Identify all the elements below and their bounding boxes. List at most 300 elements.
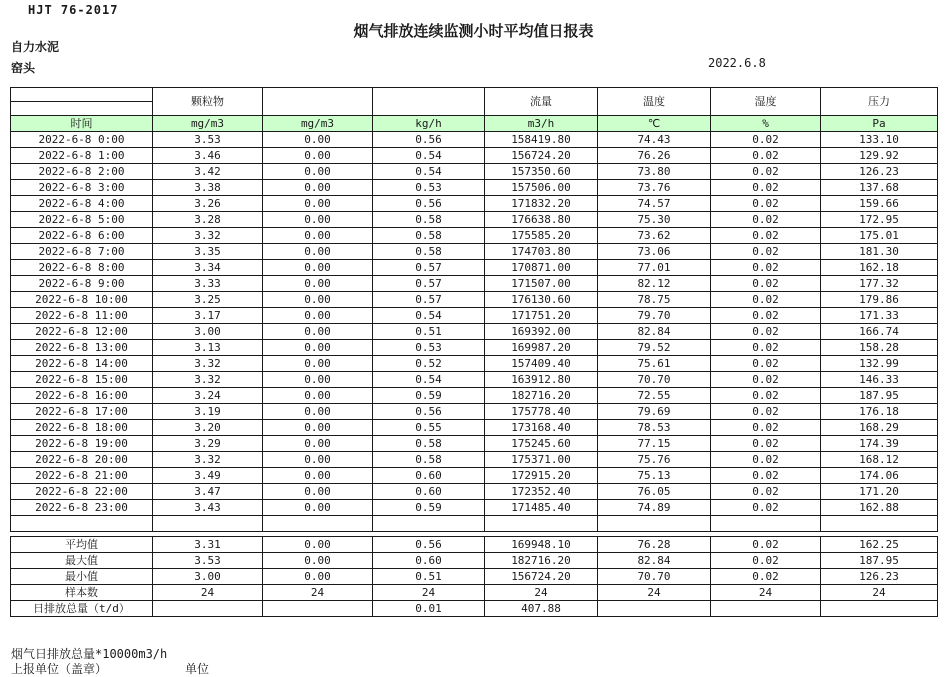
value-cell: 0.02 xyxy=(711,148,821,164)
value-cell: 79.52 xyxy=(598,340,711,356)
unit-mgm3-2: mg/m3 xyxy=(263,116,373,132)
value-cell: 159.66 xyxy=(821,196,938,212)
value-cell: 0.54 xyxy=(373,164,485,180)
value-cell: 0.02 xyxy=(711,388,821,404)
value-cell: 172.95 xyxy=(821,212,938,228)
value-cell: 3.47 xyxy=(153,484,263,500)
empty-cell xyxy=(485,516,598,532)
value-cell: 3.46 xyxy=(153,148,263,164)
page-title: 烟气排放连续监测小时平均值日报表 xyxy=(353,22,594,40)
value-cell: 75.13 xyxy=(598,468,711,484)
value-cell: 0.55 xyxy=(373,420,485,436)
value-cell: 187.95 xyxy=(821,553,938,569)
value-cell: 0.00 xyxy=(263,484,373,500)
time-cell: 2022-6-8 20:00 xyxy=(11,452,153,468)
time-cell: 2022-6-8 8:00 xyxy=(11,260,153,276)
value-cell: 172915.20 xyxy=(485,468,598,484)
value-cell: 3.35 xyxy=(153,244,263,260)
value-cell: 0.60 xyxy=(373,484,485,500)
value-cell: 73.80 xyxy=(598,164,711,180)
value-cell: 171751.20 xyxy=(485,308,598,324)
summary-row xyxy=(11,569,938,585)
column-header-blank2 xyxy=(373,88,485,116)
table-row xyxy=(11,260,938,276)
value-cell: 0.58 xyxy=(373,228,485,244)
value-cell: 82.84 xyxy=(598,553,711,569)
table-row xyxy=(11,212,938,228)
time-cell: 2022-6-8 0:00 xyxy=(11,132,153,148)
empty-cell xyxy=(11,516,153,532)
table-row xyxy=(11,340,938,356)
value-cell: 0.54 xyxy=(373,308,485,324)
summary-row xyxy=(11,585,938,601)
table-row xyxy=(11,356,938,372)
value-cell: 0.00 xyxy=(263,260,373,276)
value-cell: 3.42 xyxy=(153,164,263,180)
time-cell: 2022-6-8 5:00 xyxy=(11,212,153,228)
value-cell: 174.06 xyxy=(821,468,938,484)
value-cell: 177.32 xyxy=(821,276,938,292)
value-cell: 3.31 xyxy=(153,537,263,553)
summary-label: 最大值 xyxy=(11,553,153,569)
value-cell: 137.68 xyxy=(821,180,938,196)
value-cell: 175.01 xyxy=(821,228,938,244)
table-row xyxy=(11,420,938,436)
value-cell: 0.02 xyxy=(711,436,821,452)
time-cell: 2022-6-8 11:00 xyxy=(11,308,153,324)
value-cell: 0.00 xyxy=(263,404,373,420)
value-cell: 0.56 xyxy=(373,132,485,148)
value-cell: 0.57 xyxy=(373,292,485,308)
value-cell: 0.59 xyxy=(373,388,485,404)
value-cell: 74.43 xyxy=(598,132,711,148)
time-cell: 2022-6-8 6:00 xyxy=(11,228,153,244)
empty-row xyxy=(11,516,938,532)
value-cell: 0.00 xyxy=(263,228,373,244)
value-cell: 157350.60 xyxy=(485,164,598,180)
value-cell: 0.53 xyxy=(373,180,485,196)
column-header-flow: 流量 xyxy=(485,88,598,116)
footer-note: 烟气日排放总量*10000m3/h xyxy=(11,647,168,661)
empty-cell xyxy=(598,516,711,532)
value-cell: 0.02 xyxy=(711,452,821,468)
value-cell: 179.86 xyxy=(821,292,938,308)
column-header-pm: 颗粒物 xyxy=(153,88,263,116)
value-cell: 70.70 xyxy=(598,372,711,388)
value-cell: 0.00 xyxy=(263,276,373,292)
time-cell: 2022-6-8 9:00 xyxy=(11,276,153,292)
value-cell: 157409.40 xyxy=(485,356,598,372)
table-row xyxy=(11,324,938,340)
value-cell: 171832.20 xyxy=(485,196,598,212)
value-cell: 0.02 xyxy=(711,569,821,585)
value-cell: 76.28 xyxy=(598,537,711,553)
value-cell: 24 xyxy=(598,585,711,601)
value-cell: 24 xyxy=(263,585,373,601)
value-cell: 0.02 xyxy=(711,132,821,148)
value-cell: 171485.40 xyxy=(485,500,598,516)
summary-label: 最小值 xyxy=(11,569,153,585)
value-cell: 0.56 xyxy=(373,537,485,553)
value-cell: 75.30 xyxy=(598,212,711,228)
value-cell: 0.02 xyxy=(711,372,821,388)
empty-cell xyxy=(373,516,485,532)
value-cell: 0.00 xyxy=(263,164,373,180)
table-row xyxy=(11,228,938,244)
value-cell: 0.53 xyxy=(373,340,485,356)
value-cell: 0.56 xyxy=(373,404,485,420)
value-cell: 24 xyxy=(153,585,263,601)
value-cell: 3.00 xyxy=(153,324,263,340)
value-cell: 3.53 xyxy=(153,132,263,148)
corner-cell-top xyxy=(11,88,153,102)
value-cell: 0.58 xyxy=(373,436,485,452)
value-cell: 0.00 xyxy=(263,212,373,228)
unit-m3h: m3/h xyxy=(485,116,598,132)
value-cell: 73.76 xyxy=(598,180,711,196)
corner-cell-bottom xyxy=(11,102,153,116)
station-name: 窑头 xyxy=(11,61,36,75)
value-cell xyxy=(711,601,821,617)
value-cell: 75.61 xyxy=(598,356,711,372)
report-table-wrap xyxy=(10,87,937,617)
unit-pa: Pa xyxy=(821,116,938,132)
value-cell: 0.51 xyxy=(373,569,485,585)
table-row xyxy=(11,180,938,196)
value-cell: 73.06 xyxy=(598,244,711,260)
group-header-row xyxy=(11,88,938,102)
value-cell: 0.02 xyxy=(711,404,821,420)
value-cell: 3.13 xyxy=(153,340,263,356)
value-cell: 0.00 xyxy=(263,420,373,436)
table-row xyxy=(11,436,938,452)
time-cell: 2022-6-8 10:00 xyxy=(11,292,153,308)
value-cell: 0.00 xyxy=(263,292,373,308)
value-cell: 0.58 xyxy=(373,212,485,228)
value-cell: 0.02 xyxy=(711,260,821,276)
column-header-temp: 温度 xyxy=(598,88,711,116)
value-cell: 3.19 xyxy=(153,404,263,420)
value-cell: 0.02 xyxy=(711,292,821,308)
value-cell: 0.00 xyxy=(263,500,373,516)
table-row xyxy=(11,196,938,212)
value-cell: 0.00 xyxy=(263,372,373,388)
time-cell: 2022-6-8 23:00 xyxy=(11,500,153,516)
value-cell: 0.00 xyxy=(263,132,373,148)
value-cell: 3.43 xyxy=(153,500,263,516)
column-header-pressure: 压力 xyxy=(821,88,938,116)
value-cell: 174703.80 xyxy=(485,244,598,260)
summary-row xyxy=(11,601,938,617)
value-cell: 158.28 xyxy=(821,340,938,356)
value-cell: 0.02 xyxy=(711,228,821,244)
value-cell: 78.75 xyxy=(598,292,711,308)
unit-mgm3-1: mg/m3 xyxy=(153,116,263,132)
value-cell: 168.29 xyxy=(821,420,938,436)
value-cell: 3.20 xyxy=(153,420,263,436)
value-cell: 0.02 xyxy=(711,553,821,569)
table-row xyxy=(11,308,938,324)
summary-row xyxy=(11,553,938,569)
value-cell: 76.05 xyxy=(598,484,711,500)
value-cell: 0.00 xyxy=(263,324,373,340)
value-cell: 0.58 xyxy=(373,244,485,260)
time-cell: 2022-6-8 21:00 xyxy=(11,468,153,484)
unit-percent: % xyxy=(711,116,821,132)
unit-time: 时间 xyxy=(11,116,153,132)
value-cell: 171.20 xyxy=(821,484,938,500)
table-row xyxy=(11,372,938,388)
value-cell: 0.59 xyxy=(373,500,485,516)
value-cell: 126.23 xyxy=(821,569,938,585)
value-cell: 0.02 xyxy=(711,500,821,516)
data-rows xyxy=(11,132,938,617)
value-cell: 0.02 xyxy=(711,468,821,484)
footer-report-unit-label: 上报单位（盖章） xyxy=(11,662,108,676)
value-cell: 0.02 xyxy=(711,276,821,292)
empty-cell xyxy=(153,516,263,532)
table-row xyxy=(11,484,938,500)
value-cell: 3.00 xyxy=(153,569,263,585)
value-cell: 0.00 xyxy=(263,340,373,356)
value-cell: 0.60 xyxy=(373,468,485,484)
value-cell xyxy=(821,601,938,617)
time-cell: 2022-6-8 15:00 xyxy=(11,372,153,388)
value-cell: 0.02 xyxy=(711,356,821,372)
value-cell: 24 xyxy=(373,585,485,601)
value-cell xyxy=(263,601,373,617)
value-cell: 74.89 xyxy=(598,500,711,516)
table-row xyxy=(11,132,938,148)
value-cell: 156724.20 xyxy=(485,569,598,585)
table-row xyxy=(11,244,938,260)
unit-kgh: kg/h xyxy=(373,116,485,132)
report-table xyxy=(10,87,938,617)
value-cell: 3.32 xyxy=(153,356,263,372)
value-cell: 0.00 xyxy=(263,569,373,585)
table-row xyxy=(11,148,938,164)
value-cell: 0.00 xyxy=(263,468,373,484)
value-cell: 171507.00 xyxy=(485,276,598,292)
value-cell: 3.32 xyxy=(153,228,263,244)
value-cell: 3.25 xyxy=(153,292,263,308)
table-row xyxy=(11,292,938,308)
table-row xyxy=(11,276,938,292)
value-cell: 0.58 xyxy=(373,452,485,468)
value-cell: 79.69 xyxy=(598,404,711,420)
value-cell: 0.02 xyxy=(711,180,821,196)
value-cell: 3.24 xyxy=(153,388,263,404)
value-cell: 162.18 xyxy=(821,260,938,276)
value-cell: 126.23 xyxy=(821,164,938,180)
time-cell: 2022-6-8 16:00 xyxy=(11,388,153,404)
value-cell: 3.38 xyxy=(153,180,263,196)
value-cell: 182716.20 xyxy=(485,388,598,404)
value-cell: 187.95 xyxy=(821,388,938,404)
value-cell: 162.25 xyxy=(821,537,938,553)
value-cell: 0.02 xyxy=(711,244,821,260)
value-cell: 3.28 xyxy=(153,212,263,228)
summary-row xyxy=(11,537,938,553)
column-header-humidity: 湿度 xyxy=(711,88,821,116)
value-cell: 0.00 xyxy=(263,388,373,404)
value-cell: 0.00 xyxy=(263,436,373,452)
value-cell: 129.92 xyxy=(821,148,938,164)
company-name: 自力水泥 xyxy=(11,40,60,54)
table-row xyxy=(11,500,938,516)
table-row xyxy=(11,404,938,420)
table-row xyxy=(11,468,938,484)
value-cell: 3.32 xyxy=(153,372,263,388)
value-cell: 0.02 xyxy=(711,164,821,180)
time-cell: 2022-6-8 19:00 xyxy=(11,436,153,452)
value-cell: 0.02 xyxy=(711,324,821,340)
value-cell: 0.02 xyxy=(711,484,821,500)
report-date: 2022.6.8 xyxy=(708,56,766,70)
value-cell: 3.26 xyxy=(153,196,263,212)
value-cell: 75.76 xyxy=(598,452,711,468)
value-cell: 176130.60 xyxy=(485,292,598,308)
value-cell: 132.99 xyxy=(821,356,938,372)
value-cell: 3.53 xyxy=(153,553,263,569)
value-cell: 3.34 xyxy=(153,260,263,276)
value-cell: 0.00 xyxy=(263,196,373,212)
time-cell: 2022-6-8 13:00 xyxy=(11,340,153,356)
value-cell: 168.12 xyxy=(821,452,938,468)
value-cell: 72.55 xyxy=(598,388,711,404)
value-cell: 0.54 xyxy=(373,372,485,388)
value-cell: 24 xyxy=(485,585,598,601)
time-cell: 2022-6-8 4:00 xyxy=(11,196,153,212)
value-cell: 77.01 xyxy=(598,260,711,276)
value-cell: 176638.80 xyxy=(485,212,598,228)
value-cell: 158419.80 xyxy=(485,132,598,148)
value-cell: 175778.40 xyxy=(485,404,598,420)
value-cell: 0.00 xyxy=(263,452,373,468)
value-cell: 176.18 xyxy=(821,404,938,420)
value-cell: 3.29 xyxy=(153,436,263,452)
time-cell: 2022-6-8 1:00 xyxy=(11,148,153,164)
value-cell: 0.00 xyxy=(263,180,373,196)
time-cell: 2022-6-8 2:00 xyxy=(11,164,153,180)
value-cell: 0.52 xyxy=(373,356,485,372)
value-cell: 146.33 xyxy=(821,372,938,388)
time-cell: 2022-6-8 12:00 xyxy=(11,324,153,340)
value-cell: 0.02 xyxy=(711,212,821,228)
value-cell: 166.74 xyxy=(821,324,938,340)
value-cell: 3.32 xyxy=(153,452,263,468)
value-cell xyxy=(598,601,711,617)
value-cell: 0.60 xyxy=(373,553,485,569)
value-cell: 0.00 xyxy=(263,356,373,372)
time-cell: 2022-6-8 7:00 xyxy=(11,244,153,260)
value-cell: 24 xyxy=(711,585,821,601)
time-cell: 2022-6-8 14:00 xyxy=(11,356,153,372)
value-cell: 0.02 xyxy=(711,308,821,324)
column-header-blank1 xyxy=(263,88,373,116)
value-cell: 0.02 xyxy=(711,196,821,212)
value-cell: 169392.00 xyxy=(485,324,598,340)
value-cell: 169987.20 xyxy=(485,340,598,356)
value-cell: 0.56 xyxy=(373,196,485,212)
value-cell: 156724.20 xyxy=(485,148,598,164)
value-cell: 0.54 xyxy=(373,148,485,164)
value-cell: 70.70 xyxy=(598,569,711,585)
value-cell: 0.00 xyxy=(263,537,373,553)
time-cell: 2022-6-8 17:00 xyxy=(11,404,153,420)
value-cell: 162.88 xyxy=(821,500,938,516)
time-cell: 2022-6-8 3:00 xyxy=(11,180,153,196)
value-cell: 169948.10 xyxy=(485,537,598,553)
value-cell: 73.62 xyxy=(598,228,711,244)
table-row xyxy=(11,164,938,180)
value-cell: 133.10 xyxy=(821,132,938,148)
value-cell: 78.53 xyxy=(598,420,711,436)
value-cell xyxy=(153,601,263,617)
value-cell: 3.33 xyxy=(153,276,263,292)
value-cell: 79.70 xyxy=(598,308,711,324)
value-cell: 170871.00 xyxy=(485,260,598,276)
value-cell: 174.39 xyxy=(821,436,938,452)
footer-unit-label: 单位 xyxy=(185,662,210,676)
value-cell: 0.00 xyxy=(263,148,373,164)
value-cell: 175585.20 xyxy=(485,228,598,244)
value-cell: 182716.20 xyxy=(485,553,598,569)
value-cell: 175245.60 xyxy=(485,436,598,452)
table-row xyxy=(11,452,938,468)
value-cell: 0.01 xyxy=(373,601,485,617)
value-cell: 74.57 xyxy=(598,196,711,212)
value-cell: 175371.00 xyxy=(485,452,598,468)
value-cell: 0.57 xyxy=(373,276,485,292)
value-cell: 163912.80 xyxy=(485,372,598,388)
value-cell: 0.00 xyxy=(263,553,373,569)
value-cell: 76.26 xyxy=(598,148,711,164)
value-cell: 0.00 xyxy=(263,308,373,324)
value-cell: 181.30 xyxy=(821,244,938,260)
value-cell: 24 xyxy=(821,585,938,601)
value-cell: 171.33 xyxy=(821,308,938,324)
time-cell: 2022-6-8 18:00 xyxy=(11,420,153,436)
summary-label: 样本数 xyxy=(11,585,153,601)
empty-cell xyxy=(263,516,373,532)
value-cell: 0.57 xyxy=(373,260,485,276)
value-cell: 3.17 xyxy=(153,308,263,324)
value-cell: 82.84 xyxy=(598,324,711,340)
value-cell: 82.12 xyxy=(598,276,711,292)
value-cell: 172352.40 xyxy=(485,484,598,500)
value-cell: 0.02 xyxy=(711,340,821,356)
time-cell: 2022-6-8 22:00 xyxy=(11,484,153,500)
summary-label: 平均值 xyxy=(11,537,153,553)
value-cell: 0.51 xyxy=(373,324,485,340)
doc-code: HJT 76-2017 xyxy=(28,3,119,17)
value-cell: 77.15 xyxy=(598,436,711,452)
empty-cell xyxy=(711,516,821,532)
table-row xyxy=(11,388,938,404)
value-cell: 173168.40 xyxy=(485,420,598,436)
unit-header-row xyxy=(11,116,938,132)
value-cell: 407.88 xyxy=(485,601,598,617)
empty-cell xyxy=(821,516,938,532)
value-cell: 3.49 xyxy=(153,468,263,484)
value-cell: 0.02 xyxy=(711,420,821,436)
unit-celsius: ℃ xyxy=(598,116,711,132)
value-cell: 157506.00 xyxy=(485,180,598,196)
value-cell: 0.02 xyxy=(711,537,821,553)
value-cell: 0.00 xyxy=(263,244,373,260)
summary-label: 日排放总量（t/d） xyxy=(11,601,153,617)
